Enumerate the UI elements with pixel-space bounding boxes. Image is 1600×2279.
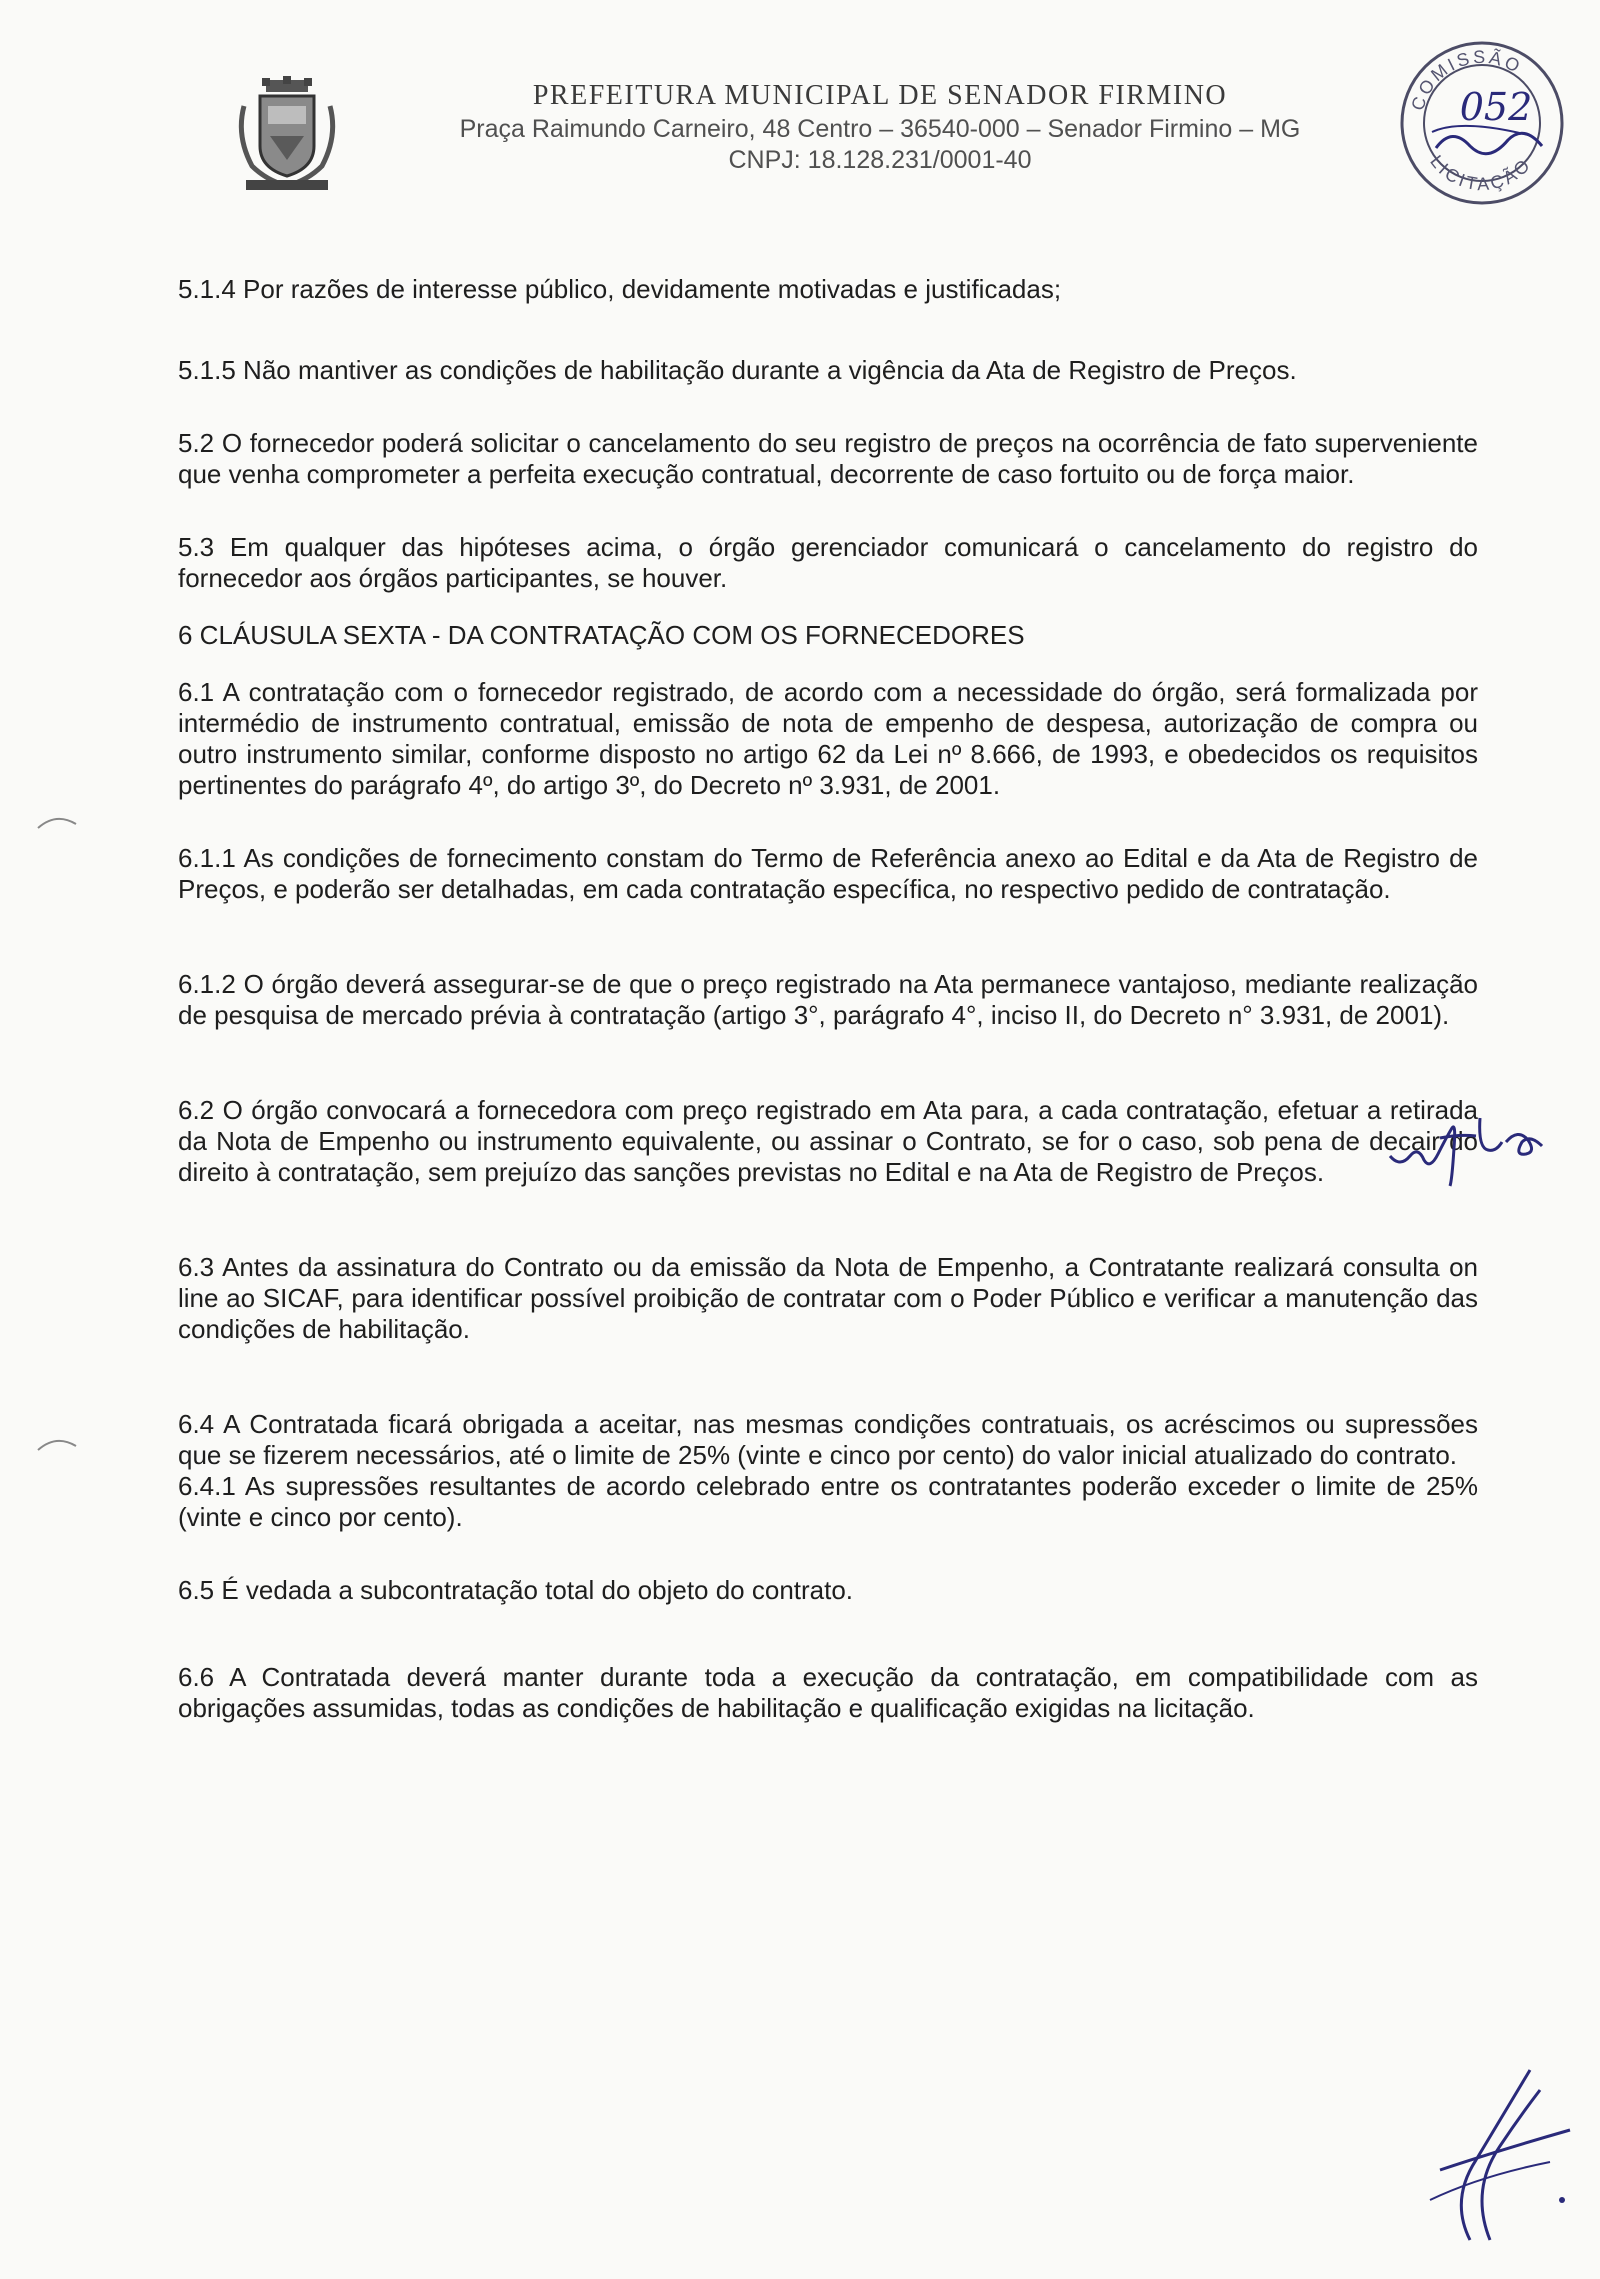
clause-6-1-1: 6.1.1 As condições de fornecimento constam do Termo de Referência anexo ao Edital e da Ata de Registro de Preços, e poderão ser detalhadas, em cada contratação específica, no respectivo pedido de contratação. xyxy=(178,843,1478,904)
section-heading-clause-6: 6 CLÁUSULA SEXTA - DA CONTRATAÇÃO COM OS FORNECEDORES xyxy=(178,620,1025,650)
header-title: PREFEITURA MUNICIPAL DE SENADOR FIRMINO xyxy=(532,80,1228,111)
svg-text:052: 052 xyxy=(1459,85,1533,129)
clause-6-4-1: 6.4.1 As supressões resultantes de acordo celebrado entre os contratantes poderão exceder o limite de 25% (vinte e cinco por cento). xyxy=(178,1471,1478,1532)
clause-6-5: 6.5 É vedada a subcontratação total do objeto do contrato. xyxy=(178,1575,854,1605)
municipal-crest-logo xyxy=(232,76,342,196)
letterhead xyxy=(380,78,1380,176)
clause-5-3: 5.3 Em qualquer das hipóteses acima, o órgão gerenciador comunicará o cancelamento do registro do fornecedor aos órgãos participantes, se houver. xyxy=(178,532,1478,593)
clause-5-2: 5.2 O fornecedor poderá solicitar o cancelamento do seu registro de preços na ocorrência de fato superveniente que venha comprometer a perfeita execução contratual, decorrente de caso fortuito ou de força maior. xyxy=(178,428,1478,489)
clause-6-4: 6.4 A Contratada ficará obrigada a aceitar, nas mesmas condições contratuais, os acréscimos ou supressões que se fizerem necessários, até o limite de 25% (vinte e cinco por cento) do valor inicial atualizado do contrato. xyxy=(178,1409,1478,1470)
clause-6-3: 6.3 Antes da assinatura do Contrato ou da emissão da Nota de Empenho, a Contratante realizará consulta on line ao SICAF, para identificar possível proibição de contratar com o Poder Público e verificar a manutenção das condições de habilitação. xyxy=(178,1252,1478,1344)
clause-5-1-4: 5.1.4 Por razões de interesse público, devidamente motivadas e justificadas; xyxy=(178,274,1062,304)
handwritten-signature xyxy=(1380,1098,1580,1188)
svg-text:LICITAÇÃO: LICITAÇÃO xyxy=(1426,151,1536,195)
clause-5-1-5: 5.1.5 Não mantiver as condições de habilitação durante a vigência da Ata de Registro de Preços. xyxy=(178,355,1297,385)
clause-6-1-2: 6.1.2 O órgão deverá assegurar-se de que o preço registrado na Ata permanece vantajoso, mediante realização de pesquisa de mercado prévia à contratação (artigo 3°, parágrafo 4°, inciso II, do Decreto n° 3.931, de 2001). xyxy=(178,969,1478,1030)
clause-6-6: 6.6 A Contratada deverá manter durante toda a execução da contratação, em compatibilidade com as obrigações assumidas, todas as condições de habilitação e qualificação exigidas na licitação. xyxy=(178,1662,1478,1723)
clause-6-1: 6.1 A contratação com o fornecedor registrado, de acordo com a necessidade do órgão, será formalizada por intermédio de instrumento contratual, emissão de nota de empenho de despesa, autorização de compra ou outro instrumento similar, conforme disposto no artigo 62 da Lei nº 8.666, de 1993, e obedecidos os requisitos pertinentes do parágrafo 4º, do artigo 3º, do Decreto nº 3.931, de 2001. xyxy=(178,677,1478,800)
header-cnpj: CNPJ: 18.128.231/0001-40 xyxy=(728,146,1032,174)
margin-mark xyxy=(36,1432,78,1454)
margin-mark xyxy=(36,810,78,832)
handwritten-rubric xyxy=(1410,2050,1580,2250)
document-body xyxy=(178,274,1478,1724)
commission-stamp xyxy=(1392,28,1572,208)
header-address: Praça Raimundo Carneiro, 48 Centro – 36540-000 – Senador Firmino – MG xyxy=(459,115,1301,143)
svg-text:COMISSÃO: COMISSÃO xyxy=(1407,46,1526,113)
clause-6-2: 6.2 O órgão convocará a fornecedora com preço registrado em Ata para, a cada contratação, efetuar a retirada da Nota de Empenho ou instrumento equivalente, ou assinar o Contrato, se for o caso, sob pena de decair do direito à contratação, sem prejuízo das sanções previstas no Edital e na Ata de Registro de Preços. xyxy=(178,1095,1478,1187)
